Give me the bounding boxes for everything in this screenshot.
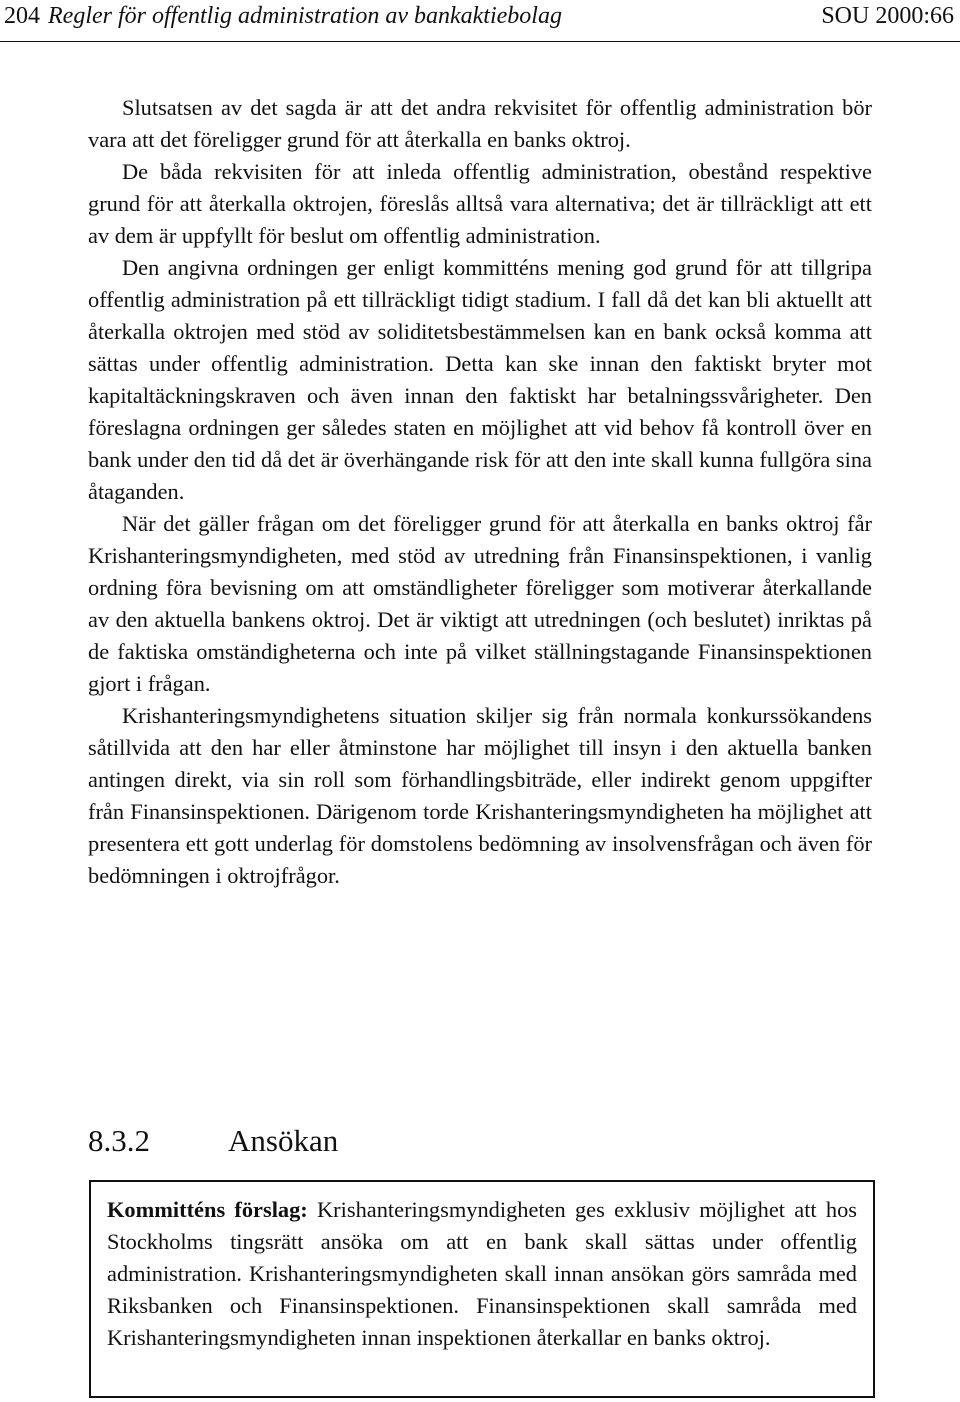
header-left bbox=[4, 2, 562, 30]
running-title: Regler för offentlig administration av bankaktiebolag bbox=[48, 3, 562, 29]
body-text bbox=[88, 92, 872, 892]
committee-proposal-box bbox=[89, 1180, 875, 1398]
proposal-label: Kommitténs förslag: bbox=[107, 1197, 308, 1222]
section-title: Ansökan bbox=[228, 1123, 339, 1158]
section-heading bbox=[88, 1122, 338, 1160]
header-rule bbox=[0, 41, 960, 42]
series-reference: SOU 2000:66 bbox=[821, 3, 954, 29]
page-header bbox=[0, 0, 960, 40]
paragraph-5: Krishanteringsmyndighetens situation skiljer sig från normala konkurssökandens såtillvida att den har eller åtminstone har möjlighet till insyn i den aktuella banken antingen direkt, via sin roll som förhandlingsbiträde, eller indirekt genom uppgifter från Finansinspektionen. Därigenom torde Krishanteringsmyndigheten ha möjlighet att presentera ett gott underlag för domstolens bedömning av insolvensfrågan och även för bedömningen i oktrojfrågor. bbox=[88, 703, 872, 888]
paragraph-4: När det gäller frågan om det föreligger grund för att återkalla en banks oktroj får Krishanteringsmyndigheten, med stöd av utredning från Finansinspektionen, i vanlig ordning föra bevisning om att omständligheter föreligger som motiverar återkallande av den aktuella bankens oktroj. Det är viktigt att utredningen (och beslutet) inriktas på de faktiska omständigheterna och inte på vilket ställningstagande Finansinspektionen gjort i frågan. bbox=[88, 511, 872, 696]
paragraph-2: De båda rekvisiten för att inleda offentlig administration, obestånd respektive grund för att återkalla oktrojen, föreslås alltså vara alternativa; det är tillräckligt att ett av dem är uppfyllt för beslut om offentlig administration. bbox=[88, 159, 872, 248]
section-number: 8.3.2 bbox=[88, 1123, 150, 1158]
paragraph-3: Den angivna ordningen ger enligt kommitténs mening god grund för att tillgripa offentlig administration på ett tillräckligt tidigt stadium. I fall då det kan bli aktuellt att återkalla oktrojen med stöd av soliditetsbestämmelsen kan en bank också komma att sättas under offentlig administration. Detta kan ske innan den faktiskt bryter mot kapitaltäckningskraven och även innan den faktiskt har betalningssvårigheter. Den föreslagna ordningen ger således staten en möjlighet att vid behov få kontroll över en bank under den tid då det är överhängande risk för att den inte skall kunna fullgöra sina åtaganden. bbox=[88, 255, 872, 504]
paragraph-1: Slutsatsen av det sagda är att det andra rekvisitet för offentlig administration bör vara att det föreligger grund för att återkalla en banks oktroj. bbox=[88, 95, 872, 152]
proposal-text: Krishanteringsmyndigheten ges exklusiv möjlighet att hos Stockholms tingsrätt ansöka om att en bank skall sättas under offentlig administration. Krishanteringsmyndigheten skall innan ansökan görs samråda med Riksbanken och Finansinspektionen. Finansinspektionen skall samråda med Krishanteringsmyndigheten innan inspektionen återkallar en banks oktroj. bbox=[107, 1197, 857, 1350]
page-number: 204 bbox=[4, 3, 40, 29]
